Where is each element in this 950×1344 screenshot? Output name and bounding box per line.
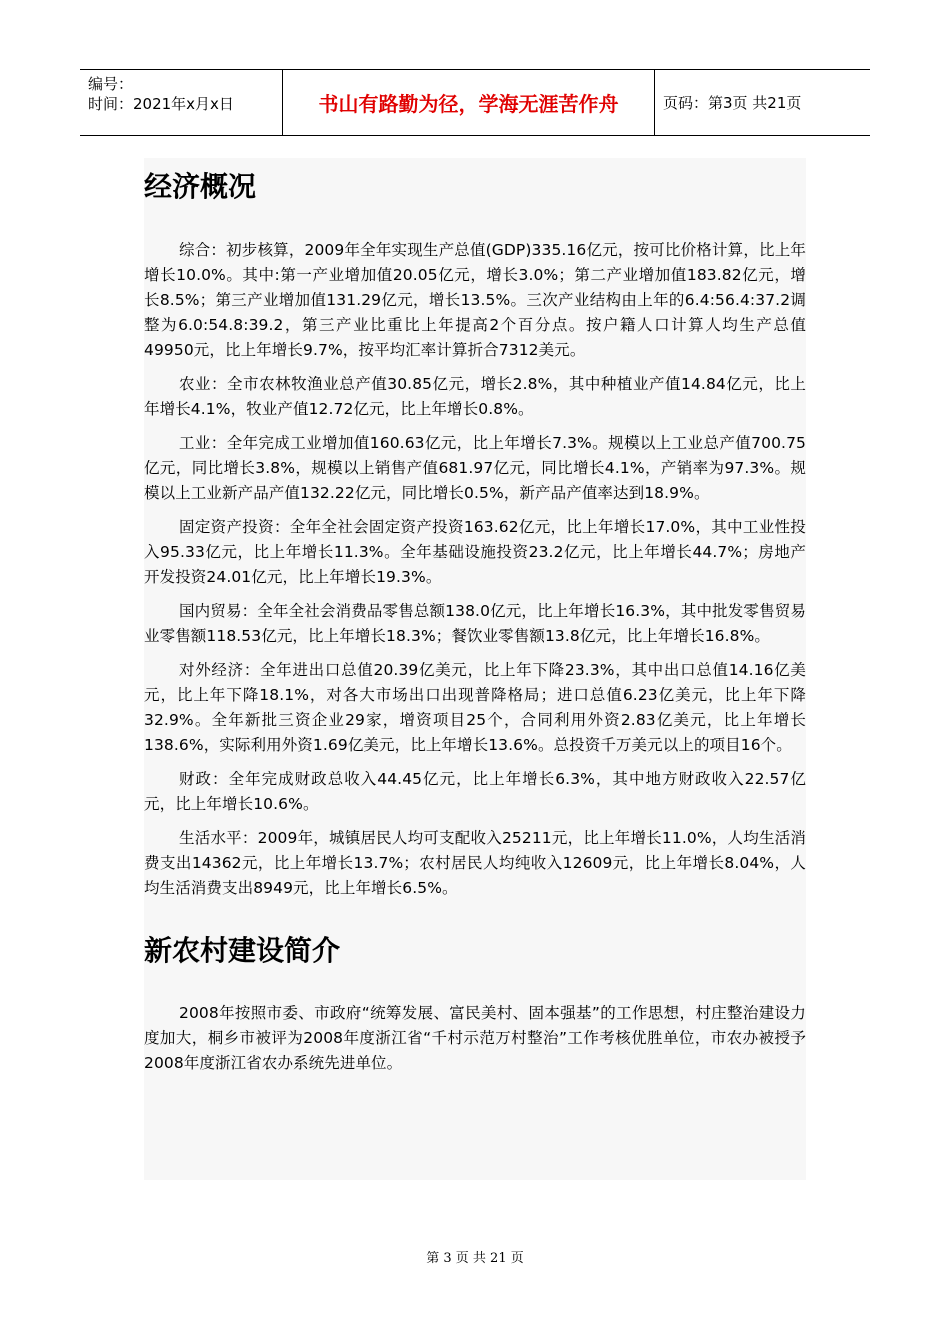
paragraph: 对外经济：全年进出口总值20.39亿美元，比上年下降23.3%，其中出口总值14.16亿美元，比上年下降18.1%，对各大市场出口出现普降格局；进口总值6.23亿美元，比上年下降32.9%。全年新批三资企业29家，增资项目25个，合同利用外资2.83亿美元，比上年增长138.6%，实际利用外资1.69亿美元，比上年增长13.6%。总投资千万美元以上的项目16个。 <box>144 661 806 754</box>
paragraph: 国内贸易：全年全社会消费品零售总额138.0亿元，比上年增长16.3%，其中批发零售贸易业零售额118.53亿元，比上年增长18.3%；餐饮业零售额13.8亿元，比上年增长16.8%。 <box>144 602 806 645</box>
section-title-new-rural: 新农村建设简介 <box>144 934 341 967</box>
serial-label: 编号： <box>88 75 134 93</box>
paragraph: 生活水平：2009年，城镇居民人均可支配收入25211元，比上年增长11.0%，人均生活消费支出14362元，比上年增长13.7%；农村居民人均纯收入12609元，比上年增长8.04%，人均生活消费支出8949元，比上年增长6.5%。 <box>144 829 806 897</box>
header-meta <box>80 70 282 135</box>
paragraph: 工业：全年完成工业增加值160.63亿元，比上年增长7.3%。规模以上工业总产值700.75亿元，同比增长3.8%，规模以上销售产值681.97亿元，同比增长4.1%，产销率为97.3%。规模以上工业新产品产值132.22亿元，同比增长0.5%，新产品产值率达到18.9%。 <box>144 434 806 502</box>
paragraph: 农业：全市农林牧渔业总产值30.85亿元，增长2.8%，其中种植业产值14.84亿元，比上年增长4.1%，牧业产值12.72亿元，比上年增长0.8%。 <box>144 375 806 418</box>
paragraph: 固定资产投资：全年全社会固定资产投资163.62亿元，比上年增长17.0%，其中工业性投入95.33亿元，比上年增长11.3%。全年基础设施投资23.2亿元，比上年增长44.7%；房地产开发投资24.01亿元，比上年增长19.3%。 <box>144 518 806 586</box>
page-footer: 第 3 页 共 21 页 <box>426 1251 524 1266</box>
paragraph: 2008年按照市委、市政府“统筹发展、富民美村、固本强基”的工作思想，村庄整治建设力度加大，桐乡市被评为2008年度浙江省“千村示范万村整治”工作考核优胜单位，市农办被授予2008年度浙江省农办系统先进单位。 <box>144 1004 806 1072</box>
header-motto: 书山有路勤为径，学海无涯苦作舟 <box>282 70 655 135</box>
header-page-info: 页码：第3页 共21页 <box>663 94 802 112</box>
document-body <box>144 158 806 1180</box>
section-title-economy: 经济概况 <box>144 170 257 203</box>
paragraph: 综合：初步核算，2009年全年实现生产总值(GDP)335.16亿元，按可比价格计算，比上年增长10.0%。其中:第一产业增加值20.05亿元，增长3.0%；第二产业增加值183.82亿元，增长8.5%；第三产业增加值131.29亿元，增长13.5%。三次产业结构由上年的6.4:56.4:37.2调整为6.0:54.8:39.2，第三产业比重比上年提高2个百分点。按户籍人口计算人均生产总值49950元，比上年增长9.7%，按平均汇率计算折合7312美元。 <box>144 241 806 359</box>
page-header <box>80 69 870 136</box>
paragraph: 财政：全年完成财政总收入44.45亿元，比上年增长6.3%，其中地方财政收入22.57亿元，比上年增长10.6%。 <box>144 770 806 813</box>
time-label: 时间：2021年x月x日 <box>88 95 234 113</box>
